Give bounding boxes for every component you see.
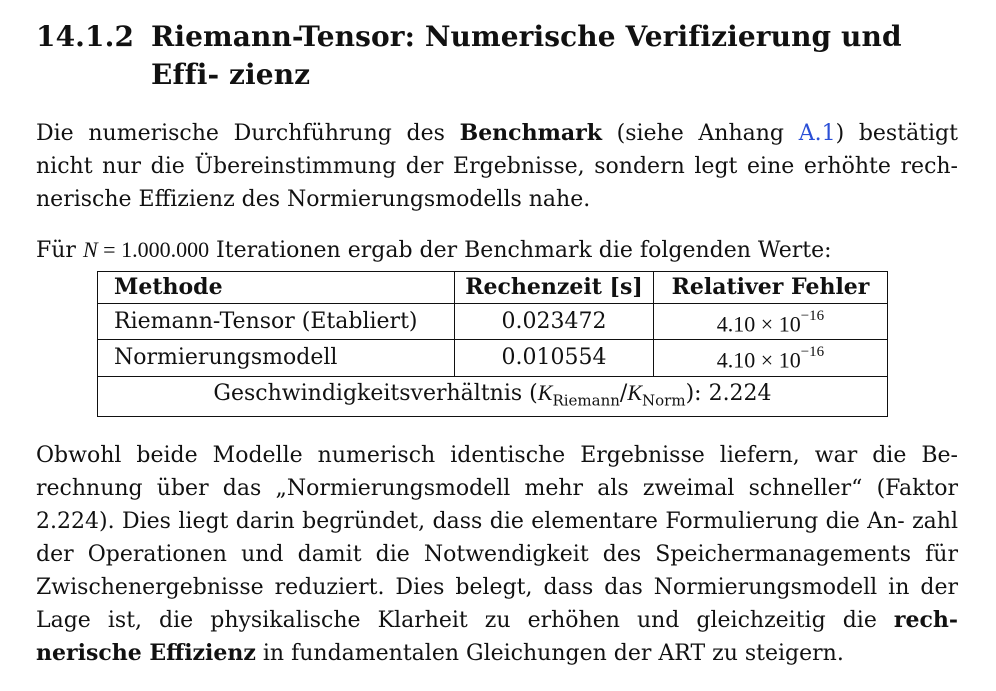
section-heading xyxy=(36,18,958,94)
document-page xyxy=(36,18,958,670)
error-exponent: −16 xyxy=(800,344,825,361)
ratio-k1: K xyxy=(537,379,553,405)
header-time: Rechenzeit [s] xyxy=(455,272,654,304)
cell-error xyxy=(654,304,888,340)
appendix-link[interactable]: A.1 xyxy=(798,121,836,146)
header-method: Methode xyxy=(98,272,455,304)
cell-method: Riemann-Tensor (Etabliert) xyxy=(98,304,455,340)
conclusion-text-2: in fundamentalen Gleichungen der ART zu steigern. xyxy=(255,641,844,667)
cell-time: 0.010554 xyxy=(455,340,654,376)
section-number: 14.1.2 xyxy=(36,20,135,53)
iterations-equals: = xyxy=(97,237,122,262)
iterations-value: 1.000.000 xyxy=(121,237,210,262)
error-mantissa: 4.10 × 10 xyxy=(716,347,801,373)
paragraph-iterations xyxy=(36,233,958,267)
iterations-variable: N xyxy=(82,237,98,262)
ratio-cell xyxy=(98,376,888,416)
intro-text-3: ) bestätigt nicht nur die Übereinstimmung der Ergebnisse, sondern legt eine erhöhte rech- nerische Effizienz des Normierungsmodells nahe. xyxy=(36,121,958,212)
ratio-k2: K xyxy=(627,379,643,405)
iterations-prefix: Für xyxy=(36,238,83,263)
ratio-sub-riemann: Riemann xyxy=(552,391,620,410)
section-title: Riemann-Tensor: Numerische Verifizierung und Effi- zienz xyxy=(151,20,902,91)
iterations-suffix: Iterationen ergab der Benchmark die folgenden Werte: xyxy=(209,238,832,263)
paragraph-conclusion xyxy=(36,439,958,670)
cell-method: Normierungsmodell xyxy=(98,340,455,376)
ratio-sub-norm: Norm xyxy=(642,391,686,410)
ratio-label: Geschwindigkeitsverhältnis ( xyxy=(213,380,538,406)
table-row xyxy=(98,340,888,376)
cell-time: 0.023472 xyxy=(455,304,654,340)
error-mantissa: 4.10 × 10 xyxy=(716,311,801,337)
error-exponent: −16 xyxy=(800,308,825,324)
table-header-row xyxy=(98,272,888,304)
intro-text-1: Die numerische Durchführung des xyxy=(36,121,460,146)
benchmark-bold: Benchmark xyxy=(459,120,602,146)
efficiency-bold: rech- nerische Effizienz xyxy=(36,607,958,667)
benchmark-table xyxy=(97,271,888,417)
ratio-row xyxy=(98,376,888,416)
conclusion-text-1: Obwohl beide Modelle numerisch identische Ergebnisse liefern, war die Be- rechnung über das „Normierungsmodell mehr als zweimal schneller“ (Faktor 2.224). Dies liegt darin begründet, dass die elementare Formulierung die An- zahl der Operationen und damit die Notwendigkeit des Speichermanagements für Zwischenergebnisse reduziert. Dies belegt, dass das Normierungsmodell in der Lage ist, die physikalische Klarheit zu erhöhen und gleichzeitig die xyxy=(36,443,958,634)
header-error: Relativer Fehler xyxy=(654,272,888,304)
intro-text-2: (siehe Anhang xyxy=(601,121,799,146)
ratio-value: ): 2.224 xyxy=(685,380,772,406)
ratio-slash: / xyxy=(619,380,628,406)
table-row xyxy=(98,304,888,340)
cell-error xyxy=(654,340,888,376)
paragraph-intro xyxy=(36,117,958,216)
